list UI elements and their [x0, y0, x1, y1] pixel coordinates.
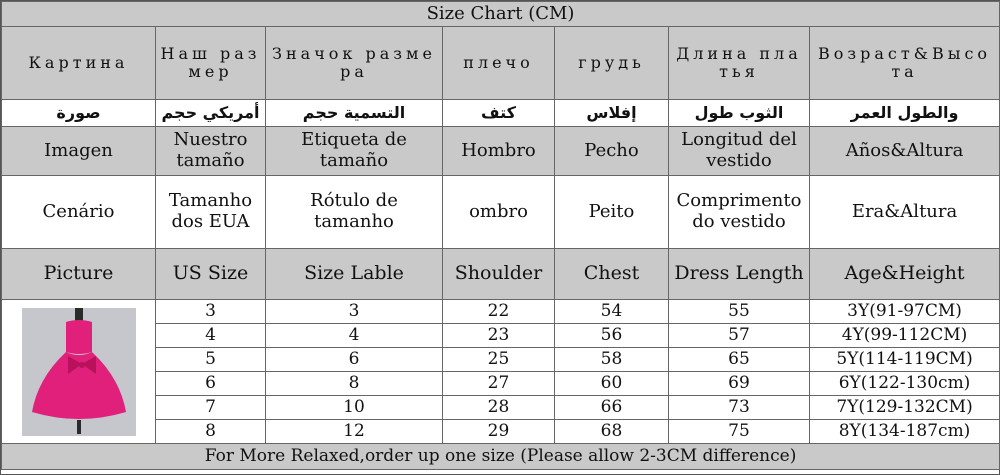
header-en-shoulder: Shoulder	[443, 249, 555, 300]
header-row-english	[2, 249, 1000, 300]
header-es-chest: Pecho	[555, 127, 669, 176]
header-ar-us-size: أمريكي حجم	[156, 100, 266, 127]
header-row-portuguese	[2, 176, 1000, 249]
header-en-dress-length: Dress Length	[669, 249, 810, 300]
header-es-picture: Imagen	[2, 127, 156, 176]
header-row-arabic	[2, 100, 1000, 127]
cell-size-label: 12	[266, 420, 443, 444]
header-ru-us-size: Наш размер	[156, 27, 266, 100]
table-row	[2, 300, 1000, 324]
cell-us-size: 7	[156, 396, 266, 420]
cell-us-size: 6	[156, 372, 266, 396]
sizing-note: For More Relaxed,order up one size (Please allow 2-3CM difference)	[2, 444, 1000, 470]
header-es-us-size: Nuestro tamaño	[156, 127, 266, 176]
cell-chest: 68	[555, 420, 669, 444]
cell-age-height: 6Y(122-130cm)	[810, 372, 1000, 396]
cell-shoulder: 22	[443, 300, 555, 324]
header-ar-shoulder: كتف	[443, 100, 555, 127]
cell-age-height: 8Y(134-187cm)	[810, 420, 1000, 444]
header-en-age-height: Age&Height	[810, 249, 1000, 300]
cell-age-height: 4Y(99-112CM)	[810, 324, 1000, 348]
header-ru-shoulder: плечо	[443, 27, 555, 100]
cell-chest: 58	[555, 348, 669, 372]
header-pt-us-size: Tamanho dos EUA	[156, 176, 266, 249]
header-ru-size-label: Значок размера	[266, 27, 443, 100]
header-pt-age-height: Era&Altura	[810, 176, 1000, 249]
cell-shoulder: 28	[443, 396, 555, 420]
cell-dress-length: 57	[669, 324, 810, 348]
header-es-dress-length: Longitud del vestido	[669, 127, 810, 176]
cell-age-height: 3Y(91-97CM)	[810, 300, 1000, 324]
cell-dress-length: 65	[669, 348, 810, 372]
cell-age-height: 5Y(114-119CM)	[810, 348, 1000, 372]
cell-size-label: 10	[266, 396, 443, 420]
cell-us-size: 3	[156, 300, 266, 324]
cell-dress-length: 73	[669, 396, 810, 420]
header-en-picture: Picture	[2, 249, 156, 300]
cell-size-label: 4	[266, 324, 443, 348]
cell-us-size: 5	[156, 348, 266, 372]
header-pt-chest: Peito	[555, 176, 669, 249]
chart-title: Size Chart (CM)	[2, 2, 1000, 27]
cell-dress-length: 75	[669, 420, 810, 444]
header-pt-size-label: Rótulo de tamanho	[266, 176, 443, 249]
cell-shoulder: 25	[443, 348, 555, 372]
cell-chest: 66	[555, 396, 669, 420]
header-ar-dress-length: الثوب طول	[669, 100, 810, 127]
header-es-shoulder: Hombro	[443, 127, 555, 176]
note-row	[2, 444, 1000, 470]
title-row	[2, 2, 1000, 27]
cell-us-size: 4	[156, 324, 266, 348]
cell-chest: 60	[555, 372, 669, 396]
header-ar-chest: إفلاس	[555, 100, 669, 127]
cell-shoulder: 27	[443, 372, 555, 396]
cell-age-height: 7Y(129-132CM)	[810, 396, 1000, 420]
header-pt-picture: Cenário	[2, 176, 156, 249]
pink-dress-icon	[22, 308, 136, 436]
header-ar-age-height: والطول العمر	[810, 100, 1000, 127]
header-ar-picture: صورة	[2, 100, 156, 127]
header-ru-chest: грудь	[555, 27, 669, 100]
cell-dress-length: 69	[669, 372, 810, 396]
header-pt-dress-length: Comprimento do vestido	[669, 176, 810, 249]
header-en-us-size: US Size	[156, 249, 266, 300]
header-pt-shoulder: ombro	[443, 176, 555, 249]
cell-dress-length: 55	[669, 300, 810, 324]
header-ru-age-height: Возраст&Высота	[810, 27, 1000, 100]
cell-size-label: 3	[266, 300, 443, 324]
header-row-spanish	[2, 127, 1000, 176]
cell-chest: 56	[555, 324, 669, 348]
header-ru-dress-length: Длина платья	[669, 27, 810, 100]
product-image-cell	[2, 300, 156, 444]
header-es-age-height: Años&Altura	[810, 127, 1000, 176]
cell-chest: 54	[555, 300, 669, 324]
header-en-size-label: Size Lable	[266, 249, 443, 300]
header-row-russian	[2, 27, 1000, 100]
header-es-size-label: Etiqueta de tamaño	[266, 127, 443, 176]
header-en-chest: Chest	[555, 249, 669, 300]
header-ru-picture: Картина	[2, 27, 156, 100]
cell-size-label: 8	[266, 372, 443, 396]
cell-shoulder: 23	[443, 324, 555, 348]
cell-shoulder: 29	[443, 420, 555, 444]
cell-us-size: 8	[156, 420, 266, 444]
cell-size-label: 6	[266, 348, 443, 372]
header-ar-size-label: التسمية حجم	[266, 100, 443, 127]
size-chart-table	[1, 1, 1000, 470]
